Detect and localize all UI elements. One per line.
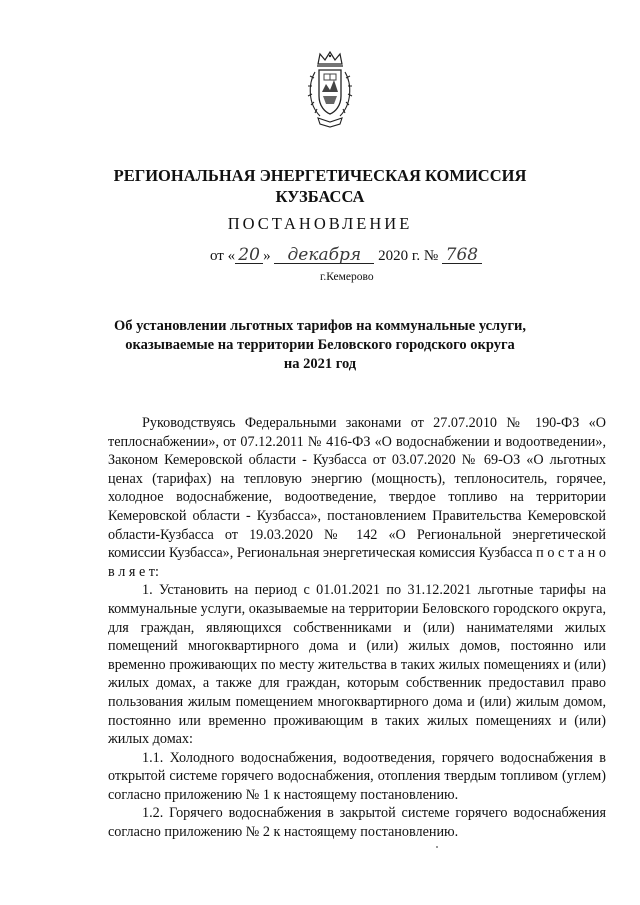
org-name-line1: РЕГИОНАЛЬНАЯ ЭНЕРГЕТИЧЕСКАЯ КОМИССИЯ bbox=[113, 166, 527, 185]
date-line bbox=[210, 247, 482, 265]
item-1-2-paragraph: 1.2. Горячего водоснабжения в закрытой системе горячего водоснабжения согласно приложению № 2 к настоящему постановлению. bbox=[108, 805, 606, 841]
document-body bbox=[108, 414, 606, 842]
city-label: г.Кемерово bbox=[320, 271, 374, 283]
scan-speck bbox=[436, 846, 438, 848]
date-prefix: от « bbox=[210, 248, 236, 264]
kuzbass-coat-of-arms-icon bbox=[306, 50, 354, 128]
date-month: декабря bbox=[274, 247, 374, 264]
document-title bbox=[0, 317, 640, 374]
date-year: 2020 г. № bbox=[378, 248, 439, 264]
item-1-1-paragraph: 1.1. Холодного водоснабжения, водоотведения, горячего водоснабжения в открытой системе горячего водоснабжения, отопления твердым топливом (углем) согласно приложению № 1 к настоящему постановлению. bbox=[108, 749, 606, 803]
date-day: 20 bbox=[235, 247, 263, 264]
document-type: ПОСТАНОВЛЕНИЕ bbox=[227, 214, 413, 233]
preamble-paragraph: Руководствуясь Федеральными законами от 27.07.2010 № 190-ФЗ «О теплоснабжении», от 07.12.2011 № 416-ФЗ «О водоснабжении и водоотведении», Законом Кемеровской области - Кузбасса от 03.07.2020 № 69-ОЗ «О льготных ценах (тарифах) на тепловую энергию (мощность), теплоноситель, горячее, холодное водоснабжение, водоотведение, твердое топливо на территории Кемеровской области - Кузбасса», постановлением Правительства Кемеровской области-Кузбасса от 19.03.2020 № 142 «О Региональной энергетической комиссии Кузбасса», Региональная энергетическая комиссия Кузбасса п о с т а н о в л я е т: bbox=[108, 415, 606, 580]
date-mid: » bbox=[263, 248, 271, 264]
title-line3: на 2021 год bbox=[283, 356, 357, 372]
title-line1: Об установлении льготных тарифов на коммунальные услуги, bbox=[113, 318, 527, 334]
item-1-paragraph: 1. Установить на период с 01.01.2021 по 31.12.2021 льготные тарифы на коммунальные услуги, оказываемые на территории Беловского городского округа, для граждан, являющихся собственниками и (или) нанимателями жилых помещений многоквартирного дома и (или) жилых домов, постоянно или временно проживающих по месту жительства в таких жилых помещениях и (или) жилых домах, а также для граждан, которым собственник предоставил право пользования жилым помещением многоквартирного дома и (или) жилым домом, постоянно или временно проживающим в таких жилых помещениях и (или) жилых домах: bbox=[108, 582, 606, 748]
org-name-line2: КУЗБАССА bbox=[275, 187, 365, 206]
document-number: 768 bbox=[442, 247, 482, 264]
title-line2: оказываемые на территории Беловского городского округа bbox=[125, 337, 515, 353]
